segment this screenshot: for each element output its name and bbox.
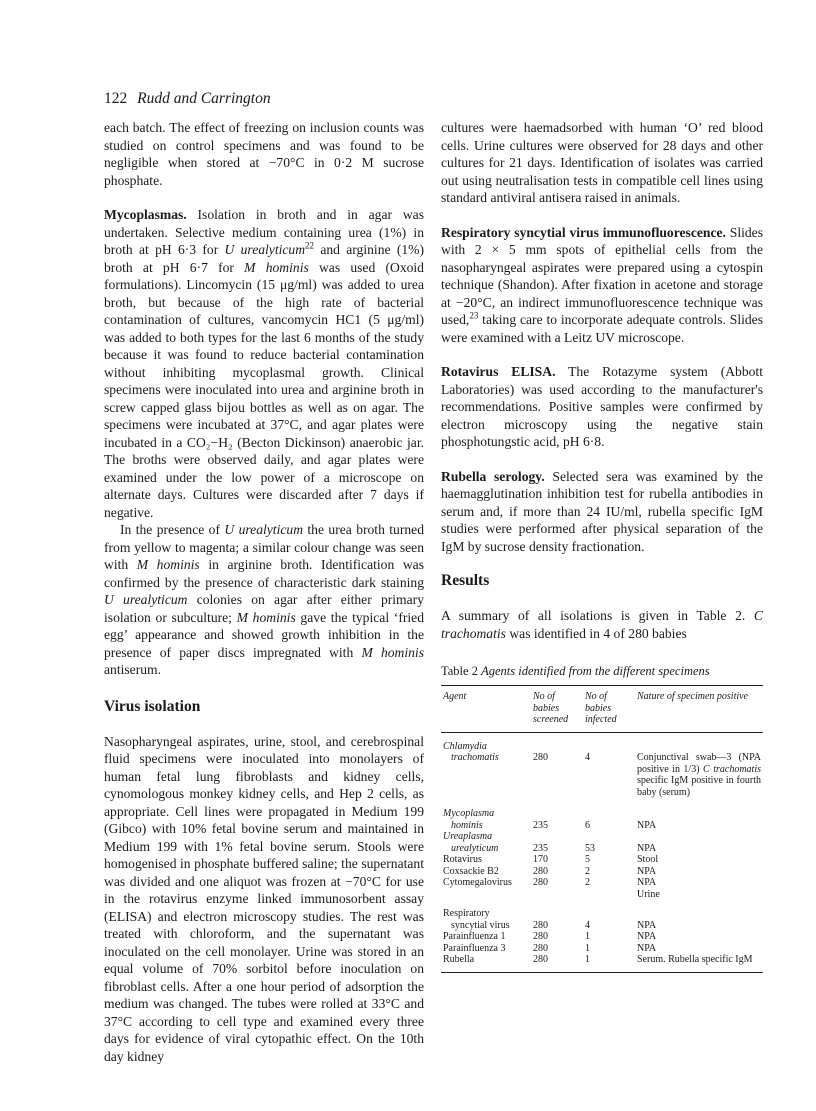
- table-row: Ureaplasma urealyticum 235 53 NPA: [443, 831, 657, 854]
- paragraph-results: A summary of all isolations is given in Table 2. C trachomatis was identified in 4 of 280 babies: [441, 608, 763, 641]
- running-authors: Rudd and Carrington: [137, 90, 271, 107]
- table-row: Chlamydia trachomatis 280 4 Conjunctival swab—3 (NPA positive in 1/3) C trachomatis specific IgM positive in fourth baby (serum): [443, 740, 761, 798]
- column-header-agent: Agent: [441, 686, 531, 733]
- table-row: Coxsackie B2 280 2 NPA: [443, 865, 657, 877]
- column-header-infected: No of babies infected: [583, 686, 635, 733]
- run-in-heading-rsv: Respiratory syncytial virus immunofluorescence.: [441, 224, 726, 240]
- running-header: [104, 90, 271, 108]
- paragraph-mycoplasmas: Mycoplasmas. Isolation in broth and in agar was undertaken. Selective medium containing urea (1%) in broth at pH 6·3 for U urealyticum$^{22}$ and arginine (1%) broth at pH 6·7 for M hominis was used (Oxoid formulations). Lincomycin (15 μg/ml) was added to urea broth, but because of the high rate of bacterial contamination of cultures, vancomycin HC1 (5 μg/ml) was added to both types for the last 6 months of the study because it was found to reduce bacterial contamination without inhibiting mycoplasmal growth. Clinical specimens were inoculated into urea and arginine broth in screw capped glass bijou bottles as well as on agar. The specimens were incubated at 37°C, and agar plates were incubated in a CO₂−H₂ (Becton Dickinson) anaerobic jar. The broths were observed daily, and agar plates were examined under the low power of a microscope on alternate days. Cultures were discarded after 7 days if negative.: [104, 207, 424, 520]
- table-row: Cytomegalovirus 280 2 NPA Urine: [443, 877, 660, 900]
- agents-table: [441, 685, 763, 973]
- table-label: Table 2: [441, 664, 478, 678]
- table-row: Mycoplasma hominis 235 6 NPA: [443, 808, 657, 831]
- run-in-heading-mycoplasmas: Mycoplasmas.: [104, 207, 187, 222]
- table-caption: [441, 664, 763, 679]
- paragraph-inclusion: each batch. The effect of freezing on inclusion counts was studied on control specimens and was found to be negligible when stored at −70°C in 0·2 M sucrose phosphate.: [104, 120, 424, 188]
- run-in-heading-rubella: Rubella serology.: [441, 468, 545, 484]
- table-row: Parainfluenza 1 280 1 NPA: [443, 931, 657, 942]
- right-column: [441, 119, 763, 973]
- table-row: Parainfluenza 3 280 1 NPA: [443, 942, 657, 954]
- paragraph-rubella: Rubella serology. Selected sera was examined by the haemagglutination inhibition test for rubella antibodies in serum and, if more than 24 IU/ml, rubella specific IgM studies were performed after physical separation of the IgM by sucrose density fractionation.: [441, 468, 763, 554]
- page-number: 122: [104, 90, 128, 107]
- paragraph-identification: In the presence of U urealyticum the urea broth turned from yellow to magenta; a similar colour change was seen with M hominis in arginine broth. Identification was confirmed by the presence of characteristic dark staining U urealyticum colonies on agar after either primary isolation or subculture; M hominis gave the typical ‘fried egg’ appearance and showed growth inhibition in the presence of paper discs impregnated with M hominis antiserum.: [104, 522, 425, 677]
- table-row: Rotavirus 170 5 Stool: [443, 854, 659, 865]
- run-in-heading-rotavirus: Rotavirus ELISA.: [441, 364, 556, 379]
- column-header-screened: No of babies screened: [531, 686, 583, 733]
- table-caption-text: Agents identified from the different specimens: [481, 664, 710, 678]
- left-column: [104, 119, 424, 1065]
- table-row: Respiratory syncytial virus 280 4 NPA: [443, 908, 657, 931]
- section-heading-results: Results: [441, 572, 490, 589]
- paragraph-virus-isolation: Nasopharyngeal aspirates, urine, stool, and cerebrospinal fluid specimens were inoculated into monolayers of human fetal lung fibroblasts and kidney cells, cynomologous monkey kidney cells, and Hep 2 cells, as appropriate. Cell lines were propagated in Medium 199 (Gibco) with 10% fetal bovine serum and maintained in Medium 199 with 1% fetal bovine serum. Stools were homogenised in phosphate buffered saline; the supernatant was divided and one aliquot was frozen at −70°C for use in the rotavirus enzyme linked immunosorbent assay (ELISA) and electron microscopy studies. The rest was treated with chloroform, and the supernatant was inoculated on the cell monolayer. Urine was stored in an equal volume of 70% sorbitol before inoculation on fibroblast cells. After a one hour period of adsorption the medium was changed. The tubes were rolled at 33°C and 37°C according to cell type and examined every three days for evidence of viral cytopathic effect. On the 10th day kidney: [104, 733, 424, 1064]
- citation: 23: [469, 310, 479, 321]
- table-row: Rubella 280 1 Serum. Rubella specific IgM: [441, 954, 763, 972]
- citation: 22: [305, 240, 315, 251]
- column-header-nature: Nature of specimen positive: [635, 686, 763, 733]
- paragraph-rsv: Respiratory syncytial virus immunofluorescence. Slides with 2 × 5 mm spots of epithelial cells from the nasopharyngeal aspirates were prepared using a cytospin technique (Shandon). After fixation in acetone and storage at −20°C, an indirect immunofluorescence technique was used,$^{23}$ taking care to incorporate adequate controls. Slides were examined with a Leitz UV microscope.: [441, 224, 763, 345]
- section-heading-virus-isolation: Virus isolation: [104, 697, 201, 715]
- paragraph-rotavirus: Rotavirus ELISA. The Rotazyme system (Abbott Laboratories) was used according to the manufacturer's recommendations. Positive samples were confirmed by electron microscopy using the negative stain phosphotungstic acid, pH 6·8.: [441, 364, 763, 449]
- paragraph-haemadsorption: cultures were haemadsorbed with human ‘O’ red blood cells. Urine cultures were observed for 28 days and other cultures for 21 days. Identification of isolates was carried out using neutralisation tests in compatible cell lines using standard antiviral antisera raised in animals.: [441, 120, 763, 205]
